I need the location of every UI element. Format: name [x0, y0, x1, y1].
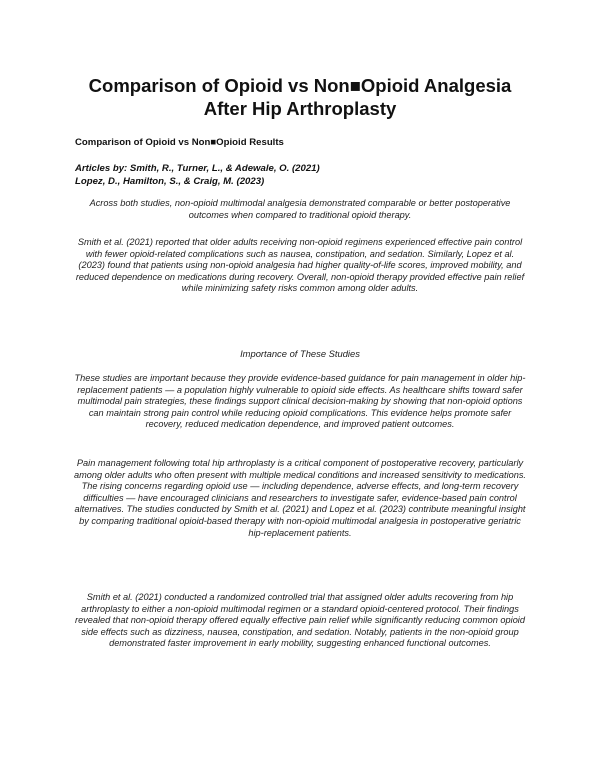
importance-paragraph: These studies are important because they provide evidence-based guidance for pain management in older hip-replacement patients — a population highly vulnerable to opioid side effects. As healthcare shifts toward safer multimodal pain strategies, these findings support clinical decision-making by showing that non-opioid options can maintain strong pain control while reducing opioid complications. This evidence helps promote safer recovery, reduced medication dependence, and improved patient outcomes.	[74, 373, 526, 430]
results-paragraph: Smith et al. (2021) reported that older adults receiving non-opioid regimens experienced effective pain control with fewer opioid-related complications such as nausea, constipation, and sedation. Similarly, Lopez et al. (2023) found that patients using non-opioid analgesia had higher quality-of-life scores, improved mobility, and reduced dependence on medications during recovery. Overall, non-opioid therapy provided effective pain relief while minimizing safety risks common among older adults.	[75, 237, 525, 294]
title-line-2: After Hip Arthroplasty	[203, 98, 397, 119]
importance-heading: Importance of These Studies	[240, 348, 360, 359]
authors-line-2: Lopez, D., Hamilton, S., & Craig, M. (2023)	[75, 176, 265, 187]
title-line-1: Comparison of Opioid vs Non■Opioid Analgesia	[88, 75, 512, 96]
authors-line-1: Articles by: Smith, R., Turner, L., & Adewale, O. (2021)	[75, 163, 320, 174]
authors-block	[75, 162, 320, 188]
background-paragraph: Pain management following total hip arthroplasty is a critical component of postoperative recovery, particularly among older adults who often present with multiple medical conditions and increased sensitivity to medications. The rising concerns regarding opioid use — including dependence, adverse effects, and long-term recovery difficulties — have encouraged clinicians and researchers to investigate safer, evidence-based pain control alternatives. The studies conducted by Smith et al. (2021) and Lopez et al. (2023) contribute meaningful insight by comparing traditional opioid-based therapy with non-opioid multimodal analgesia in postoperative geriatric hip-replacement patients.	[74, 458, 526, 538]
intro-paragraph: Across both studies, non-opioid multimodal analgesia demonstrated comparable or better postoperative outcomes when compared to traditional opioid therapy.	[89, 198, 511, 220]
trial-paragraph: Smith et al. (2021) conducted a randomized controlled trial that assigned older adults recovering from hip arthroplasty to either a non-opioid multimodal regimen or a standard opioid-centered protocol. Their findings revealed that non-opioid therapy offered equally effective pain relief while significantly reducing common opioid side effects such as dizziness, nausea, constipation, and sedation. Notably, patients in the non-opioid group demonstrated faster improvement in early mobility, suggesting enhanced functional outcomes.	[75, 592, 525, 649]
document-title	[40, 74, 560, 120]
results-subheading: Comparison of Opioid vs Non■Opioid Results	[75, 137, 284, 148]
